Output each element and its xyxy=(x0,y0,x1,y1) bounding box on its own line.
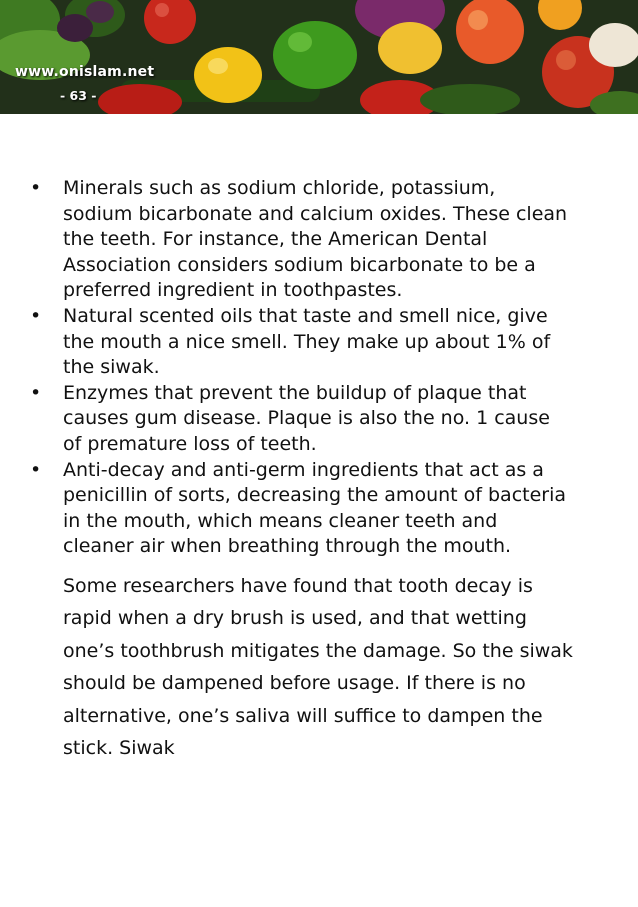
header-banner xyxy=(0,0,638,114)
page-number: - 63 - xyxy=(60,88,97,103)
list-item-text: Minerals such as sodium chloride, potassium, sodium bicarbonate and calcium oxides. These clean the teeth. For instance, the American Dental Association considers sodium bicarbonate to be a preferred ingredient in toothpastes. xyxy=(63,177,568,302)
list-item xyxy=(30,381,570,458)
body-paragraph: Some researchers have found that tooth decay is rapid when a dry brush is used, and that wetting one’s toothbrush mitigates the damage. So the siwak should be dampened before usage. If there is no alternative, one’s saliva will suffice to dampen the stick. Siwak xyxy=(63,574,573,760)
list-item xyxy=(30,304,570,381)
site-url: www.onislam.net xyxy=(15,64,155,80)
list-item-text: Natural scented oils that taste and smell nice, give the mouth a nice smell. They make up about 1% of the siwak. xyxy=(63,304,551,379)
bullet-icon: • xyxy=(30,458,42,481)
bullet-list xyxy=(30,176,570,560)
bullet-icon: • xyxy=(30,304,42,327)
list-item-text: Anti-decay and anti-germ ingredients that act as a penicillin of sorts, decreasing the amount of bacteria in the mouth, which means cleaner teeth and cleaner air when breathing through the mouth. xyxy=(63,458,567,558)
list-item-text: Enzymes that prevent the buildup of plaque that causes gum disease. Plaque is also the no. 1 cause of premature loss of teeth. xyxy=(63,381,550,455)
page-content xyxy=(30,176,573,765)
list-item xyxy=(30,176,570,304)
list-item xyxy=(30,458,570,560)
bullet-icon: • xyxy=(30,177,42,199)
bullet-icon: • xyxy=(30,381,42,404)
